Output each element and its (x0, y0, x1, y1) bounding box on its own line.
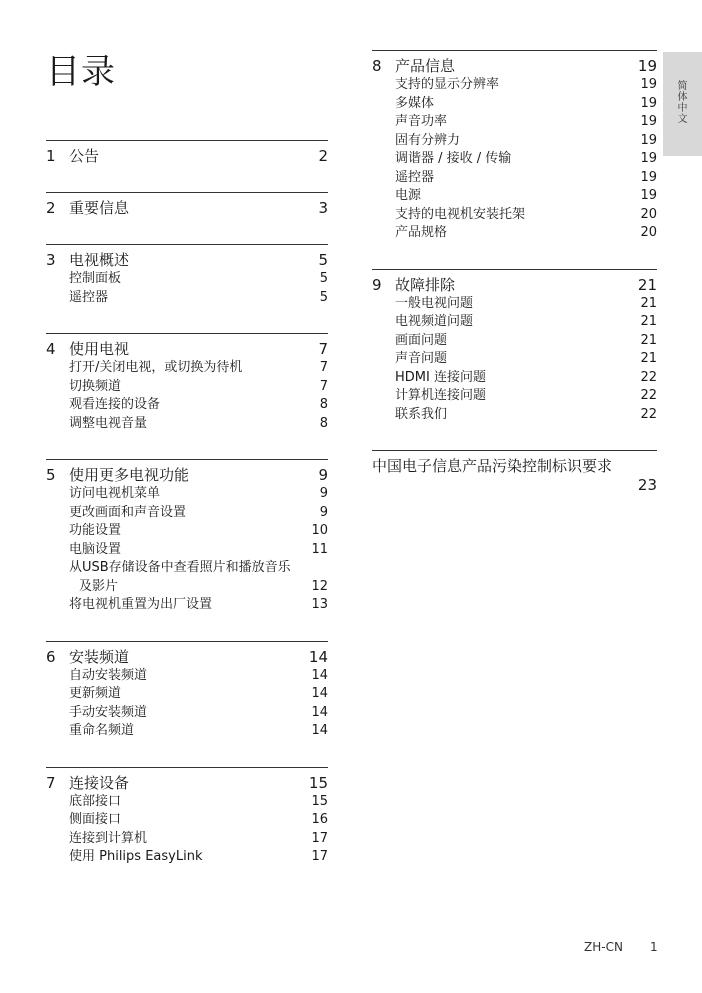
entry-title: 计算机连接问题 (395, 388, 487, 403)
toc-section-9 (372, 269, 657, 425)
entry-title: 更改画面和声音设置 (69, 504, 187, 520)
entry-title: 观看连接的设备 (69, 397, 161, 412)
toc-extra-section[interactable] (372, 450, 657, 494)
toc-entry-row[interactable] (46, 522, 328, 541)
toc-entry-row[interactable] (46, 667, 328, 686)
entry-page: 21 (640, 332, 657, 348)
page-title: 目录 (46, 52, 116, 92)
entry-title: 更新频道 (69, 686, 122, 701)
entry-page: 13 (311, 597, 328, 612)
entry-page: 12 (311, 578, 328, 594)
language-tab-label: 简体中文 (675, 80, 686, 124)
chapter-page: 5 (318, 251, 328, 269)
toc-chapter-row[interactable] (372, 275, 657, 295)
toc-entry-row[interactable] (46, 270, 328, 289)
toc-entry-row[interactable] (372, 406, 657, 425)
toc-entry-row[interactable] (46, 504, 328, 523)
chapter-number: 5 (46, 466, 56, 484)
toc-entry-row[interactable] (372, 350, 657, 369)
chapter-number: 7 (46, 773, 56, 792)
entry-title: 底部接口 (69, 793, 122, 809)
entry-title: 产品规格 (395, 225, 448, 240)
toc-section-2 (46, 192, 328, 218)
toc-entry-row[interactable] (46, 722, 328, 741)
chapter-number: 9 (372, 275, 382, 294)
toc-entry-row[interactable] (46, 541, 328, 560)
chapter-page: 15 (308, 773, 328, 792)
entry-page: 19 (640, 151, 657, 166)
entry-page: 14 (311, 686, 328, 701)
toc-extra-page: 23 (637, 476, 657, 494)
toc-entry-row[interactable] (46, 415, 328, 434)
toc-entry-row[interactable] (372, 95, 657, 114)
toc-entry-row[interactable] (46, 596, 328, 615)
entry-title: 声音问题 (395, 351, 448, 366)
entry-title: 打开/关闭电视，或切换为待机 (69, 360, 243, 375)
toc-entry-row[interactable] (46, 793, 328, 812)
toc-entry-row[interactable] (46, 289, 328, 308)
entry-title: 画面问题 (395, 332, 448, 348)
entry-page: 20 (640, 206, 657, 222)
toc-extra-title: 中国电子信息产品污染控制标识要求 (372, 457, 613, 475)
entry-title: 自动安装频道 (69, 667, 148, 683)
entry-page: 14 (311, 723, 328, 738)
toc-entry-row[interactable] (46, 396, 328, 415)
entry-page: 19 (640, 114, 657, 129)
toc-entry-row[interactable] (372, 76, 657, 95)
toc-entry-row[interactable] (372, 132, 657, 151)
entry-page: 5 (319, 289, 328, 305)
entry-title: 电源 (395, 188, 422, 203)
entry-title: 固有分辨力 (395, 132, 461, 148)
entry-title: 调谐器 / 接收 / 传输 (395, 151, 512, 166)
toc-entry-row[interactable] (46, 485, 328, 504)
entry-page: 22 (640, 369, 657, 385)
toc-entry-row[interactable] (372, 313, 657, 332)
entry-page: 10 (311, 523, 328, 538)
entry-page: 19 (640, 77, 657, 92)
toc-right-column (372, 50, 657, 494)
toc-left-column (46, 140, 328, 893)
chapter-page: 3 (318, 199, 328, 217)
entry-page: 14 (311, 667, 328, 683)
entry-page: 19 (640, 188, 657, 203)
entry-title: 使用 Philips EasyLink (69, 849, 203, 864)
chapter-title: 公告 (69, 147, 100, 165)
entry-title: 多媒体 (395, 95, 435, 111)
entry-title: 联系我们 (395, 406, 448, 422)
chapter-page: 19 (637, 57, 657, 75)
toc-entry-row[interactable] (46, 559, 328, 578)
chapter-title: 使用电视 (69, 340, 130, 358)
entry-page: 21 (640, 314, 657, 329)
toc-chapter-row[interactable] (46, 198, 328, 218)
chapter-title: 使用更多电视功能 (69, 466, 190, 484)
chapter-number: 1 (46, 147, 56, 165)
toc-chapter-row[interactable] (46, 647, 328, 667)
entry-title: 调整电视音量 (69, 415, 148, 431)
toc-entry-row[interactable] (372, 369, 657, 388)
toc-section-3 (46, 244, 328, 307)
entry-page: 20 (640, 225, 657, 240)
toc-entry-row[interactable] (46, 685, 328, 704)
toc-section-1 (46, 140, 328, 166)
toc-entry-row[interactable] (372, 206, 657, 225)
toc-chapter-row[interactable] (46, 339, 328, 359)
entry-page: 7 (319, 360, 328, 375)
entry-page: 19 (640, 95, 657, 111)
entry-page: 21 (640, 295, 657, 311)
footer-page-number: 1 (650, 940, 658, 954)
chapter-page: 2 (318, 147, 328, 165)
chapter-number: 4 (46, 340, 56, 358)
toc-entry-row[interactable] (46, 578, 328, 597)
entry-title: 手动安装频道 (69, 704, 148, 720)
entry-page: 5 (319, 271, 328, 286)
toc-entry-row[interactable] (372, 169, 657, 188)
entry-title: 从USB存储设备中查看照片和播放音乐 (69, 560, 291, 575)
entry-title: 控制面板 (69, 271, 122, 286)
toc-entry-row[interactable] (46, 378, 328, 397)
chapter-page: 21 (637, 275, 657, 294)
chapter-title: 安装频道 (69, 647, 130, 666)
entry-page: 19 (640, 169, 657, 185)
toc-section-5 (46, 459, 328, 615)
toc-chapter-row[interactable] (46, 146, 328, 166)
entry-page: 9 (319, 486, 328, 501)
toc-entry-row[interactable] (46, 704, 328, 723)
entry-page: 22 (640, 406, 657, 422)
entry-page: 21 (640, 351, 657, 366)
entry-page: 15 (311, 793, 328, 809)
entry-title: 及影片 (79, 578, 119, 594)
entry-title: 连接到计算机 (69, 830, 148, 846)
chapter-page: 7 (318, 340, 328, 358)
entry-page: 8 (319, 397, 328, 412)
chapter-number: 2 (46, 199, 56, 217)
chapter-number: 6 (46, 647, 56, 666)
toc-section-8 (372, 50, 657, 243)
toc-entry-row[interactable] (372, 113, 657, 132)
toc-entry-row[interactable] (372, 387, 657, 406)
entry-title: 将电视机重置为出厂设置 (69, 597, 213, 612)
entry-title: 重命名频道 (69, 723, 135, 738)
entry-page: 11 (311, 541, 328, 557)
entry-title: 电视频道问题 (395, 314, 474, 329)
toc-entry-row[interactable] (372, 150, 657, 169)
toc-entry-row[interactable] (46, 848, 328, 867)
entry-title: 支持的显示分辨率 (395, 77, 500, 92)
toc-entry-row[interactable] (372, 295, 657, 314)
toc-entry-row[interactable] (372, 332, 657, 351)
footer-lang-code: ZH-CN (584, 940, 623, 954)
entry-title: 切换频道 (69, 378, 122, 394)
chapter-title: 连接设备 (69, 773, 130, 792)
entry-title: 功能设置 (69, 523, 122, 538)
toc-entry-row[interactable] (372, 224, 657, 243)
entry-page: 16 (311, 812, 328, 827)
chapter-title: 故障排除 (395, 275, 456, 294)
entry-title: 电脑设置 (69, 541, 122, 557)
entry-title: 侧面接口 (69, 812, 122, 827)
chapter-page: 14 (308, 647, 328, 666)
chapter-page: 9 (318, 466, 328, 484)
chapter-number: 3 (46, 251, 56, 269)
toc-entry-row[interactable] (46, 811, 328, 830)
entry-title: 遥控器 (69, 289, 109, 305)
entry-page: 17 (311, 830, 328, 846)
entry-page: 19 (640, 132, 657, 148)
toc-entry-row[interactable] (46, 830, 328, 849)
entry-page: 7 (319, 378, 328, 394)
toc-section-7 (46, 767, 328, 867)
entry-title: 一般电视问题 (395, 295, 474, 311)
entry-page: 9 (319, 504, 328, 520)
toc-chapter-row[interactable] (46, 773, 328, 793)
entry-page: 17 (311, 849, 328, 864)
toc-chapter-row[interactable] (46, 250, 328, 270)
chapter-title: 重要信息 (69, 199, 130, 217)
toc-section-6 (46, 641, 328, 741)
chapter-number: 8 (372, 57, 382, 75)
chapter-title: 产品信息 (395, 57, 456, 75)
entry-title: 支持的电视机安装托架 (395, 206, 526, 222)
toc-entry-row[interactable] (372, 187, 657, 206)
toc-chapter-row[interactable] (46, 465, 328, 485)
entry-page: 14 (311, 704, 328, 720)
entry-page: 22 (640, 388, 657, 403)
entry-title: HDMI 连接问题 (395, 369, 486, 385)
entry-title: 遥控器 (395, 169, 435, 185)
entry-title: 访问电视机菜单 (69, 486, 161, 501)
toc-section-4 (46, 333, 328, 433)
toc-chapter-row[interactable] (372, 56, 657, 76)
toc-entry-row[interactable] (46, 359, 328, 378)
entry-page: 8 (319, 415, 328, 431)
chapter-title: 电视概述 (69, 251, 130, 269)
entry-title: 声音功率 (395, 114, 448, 129)
